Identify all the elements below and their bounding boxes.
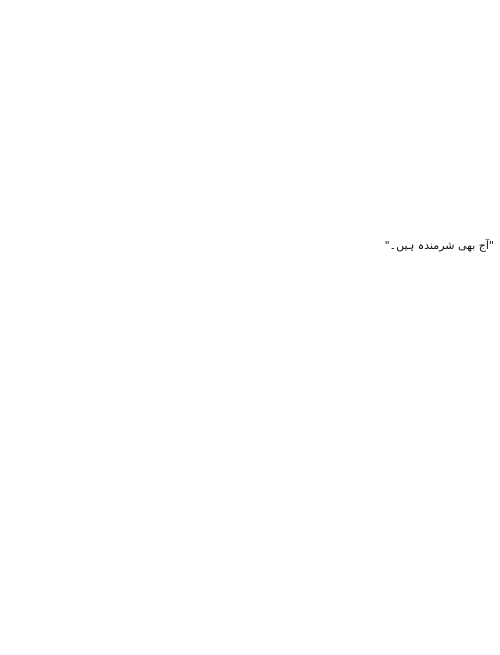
article-body: [8, 3, 494, 258]
paragraph-10: [8, 179, 494, 195]
paragraph-1: [8, 3, 494, 19]
paragraph-5: [8, 81, 494, 97]
closing-line: "آج بھی شرمندہ ہیں۔": [384, 239, 494, 253]
paragraph-11: [8, 199, 494, 215]
paragraph-12: [8, 219, 494, 235]
paragraph-3: [8, 42, 494, 58]
paragraph-4: [8, 62, 494, 78]
paragraph-7: [8, 121, 494, 137]
paragraph-9: [8, 160, 494, 176]
paragraph-6: [8, 101, 494, 117]
paragraph-2: [8, 23, 494, 39]
paragraph-8: [8, 140, 494, 156]
